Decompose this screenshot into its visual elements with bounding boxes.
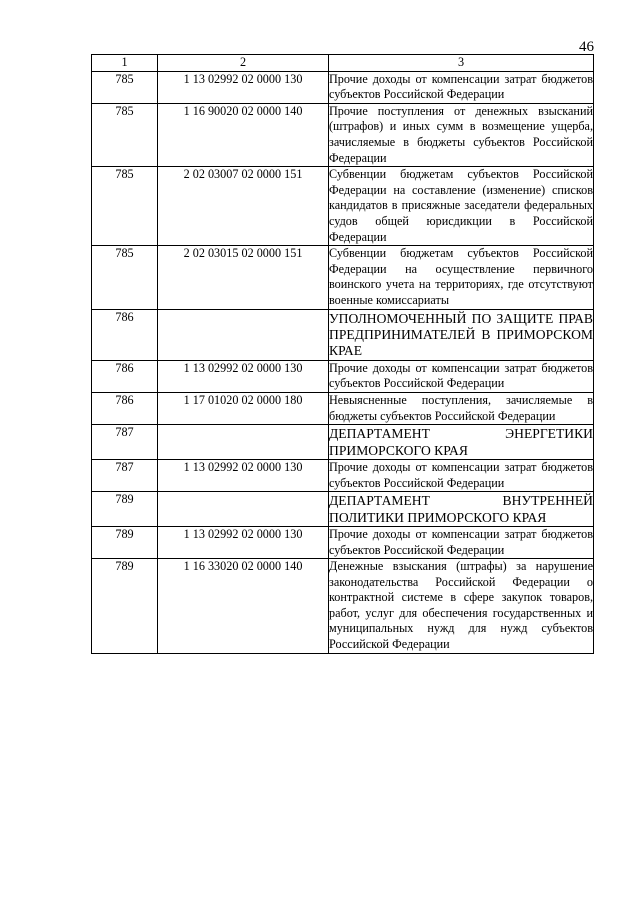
revenue-code-cell	[158, 309, 329, 360]
table-row	[92, 459, 594, 491]
revenue-name-cell: Субвенции бюджетам субъектов Российской Федерации на составление (изменение) списков кандидатов в присяжные заседатели федеральных судов общей юрисдикции в Российской Федерации	[329, 167, 594, 246]
table-row	[92, 559, 594, 654]
revenue-name-cell: Денежные взыскания (штрафы) за нарушение законодательства Российской Федерации о контрактной системе в сфере закупок товаров, работ, услуг для обеспечения государственных и муниципальных нужд для нужд субъектов Российской Федерации	[329, 559, 594, 654]
admin-code-cell: 789	[92, 559, 158, 654]
admin-code-cell: 789	[92, 526, 158, 558]
revenue-code-cell: 1 13 02992 02 0000 130	[158, 526, 329, 558]
admin-code-cell: 785	[92, 167, 158, 246]
table-row	[92, 526, 594, 558]
revenue-code-cell	[158, 425, 329, 460]
revenue-code-cell: 1 13 02992 02 0000 130	[158, 360, 329, 392]
table-row-department	[92, 492, 594, 527]
revenue-code-cell: 1 13 02992 02 0000 130	[158, 459, 329, 491]
revenue-name-cell: Прочие доходы от компенсации затрат бюджетов субъектов Российской Федерации	[329, 360, 594, 392]
department-name-cell: УПОЛНОМОЧЕННЫЙ ПО ЗАЩИТЕ ПРАВ ПРЕДПРИНИМАТЕЛЕЙ В ПРИМОРСКОМ КРАЕ	[329, 310, 593, 359]
table-header-row	[92, 55, 594, 72]
table-row	[92, 103, 594, 166]
table-row	[92, 71, 594, 103]
admin-code-cell: 787	[92, 459, 158, 491]
admin-code-cell: 785	[92, 71, 158, 103]
department-name-cell: ДЕПАРТАМЕНТ ВНУТРЕННЕЙ ПОЛИТИКИ ПРИМОРСКОГО КРАЯ	[329, 493, 593, 525]
table-row	[92, 392, 594, 424]
admin-code-cell: 785	[92, 103, 158, 166]
table-row-department	[92, 425, 594, 460]
header-cell-1: 1	[92, 55, 158, 72]
admin-code-cell: 787	[92, 425, 158, 460]
table-row	[92, 246, 594, 309]
department-name-cell: ДЕПАРТАМЕНТ ЭНЕРГЕТИКИ ПРИМОРСКОГО КРАЯ	[329, 426, 593, 458]
revenue-code-cell: 2 02 03007 02 0000 151	[158, 167, 329, 246]
revenue-code-cell: 2 02 03015 02 0000 151	[158, 246, 329, 309]
revenue-name-cell: Невыясненные поступления, зачисляемые в бюджеты субъектов Российской Федерации	[329, 392, 594, 424]
revenue-code-cell: 1 17 01020 02 0000 180	[158, 392, 329, 424]
revenue-classification-table	[91, 54, 594, 654]
revenue-name-cell: Прочие поступления от денежных взысканий (штрафов) и иных сумм в возмещение ущерба, зачисляемые в бюджеты субъектов Российской Федерации	[329, 103, 594, 166]
revenue-name-cell: Прочие доходы от компенсации затрат бюджетов субъектов Российской Федерации	[329, 71, 594, 103]
admin-code-cell: 786	[92, 309, 158, 360]
table-row	[92, 167, 594, 246]
revenue-code-cell: 1 13 02992 02 0000 130	[158, 71, 329, 103]
revenue-name-cell: Субвенции бюджетам субъектов Российской Федерации на осуществление первичного воинского учета на территориях, где отсутствуют военные комиссариаты	[329, 246, 594, 309]
revenue-code-cell: 1 16 33020 02 0000 140	[158, 559, 329, 654]
table-row	[92, 360, 594, 392]
admin-code-cell: 785	[92, 246, 158, 309]
admin-code-cell: 786	[92, 360, 158, 392]
table-row-department	[92, 309, 594, 360]
revenue-name-cell: Прочие доходы от компенсации затрат бюджетов субъектов Российской Федерации	[329, 459, 594, 491]
revenue-name-cell: Прочие доходы от компенсации затрат бюджетов субъектов Российской Федерации	[329, 526, 594, 558]
admin-code-cell: 789	[92, 492, 158, 527]
admin-code-cell: 786	[92, 392, 158, 424]
header-cell-2: 2	[158, 55, 329, 72]
page-number: 46	[579, 39, 594, 55]
revenue-code-cell	[158, 492, 329, 527]
header-cell-3: 3	[329, 55, 594, 72]
revenue-code-cell: 1 16 90020 02 0000 140	[158, 103, 329, 166]
